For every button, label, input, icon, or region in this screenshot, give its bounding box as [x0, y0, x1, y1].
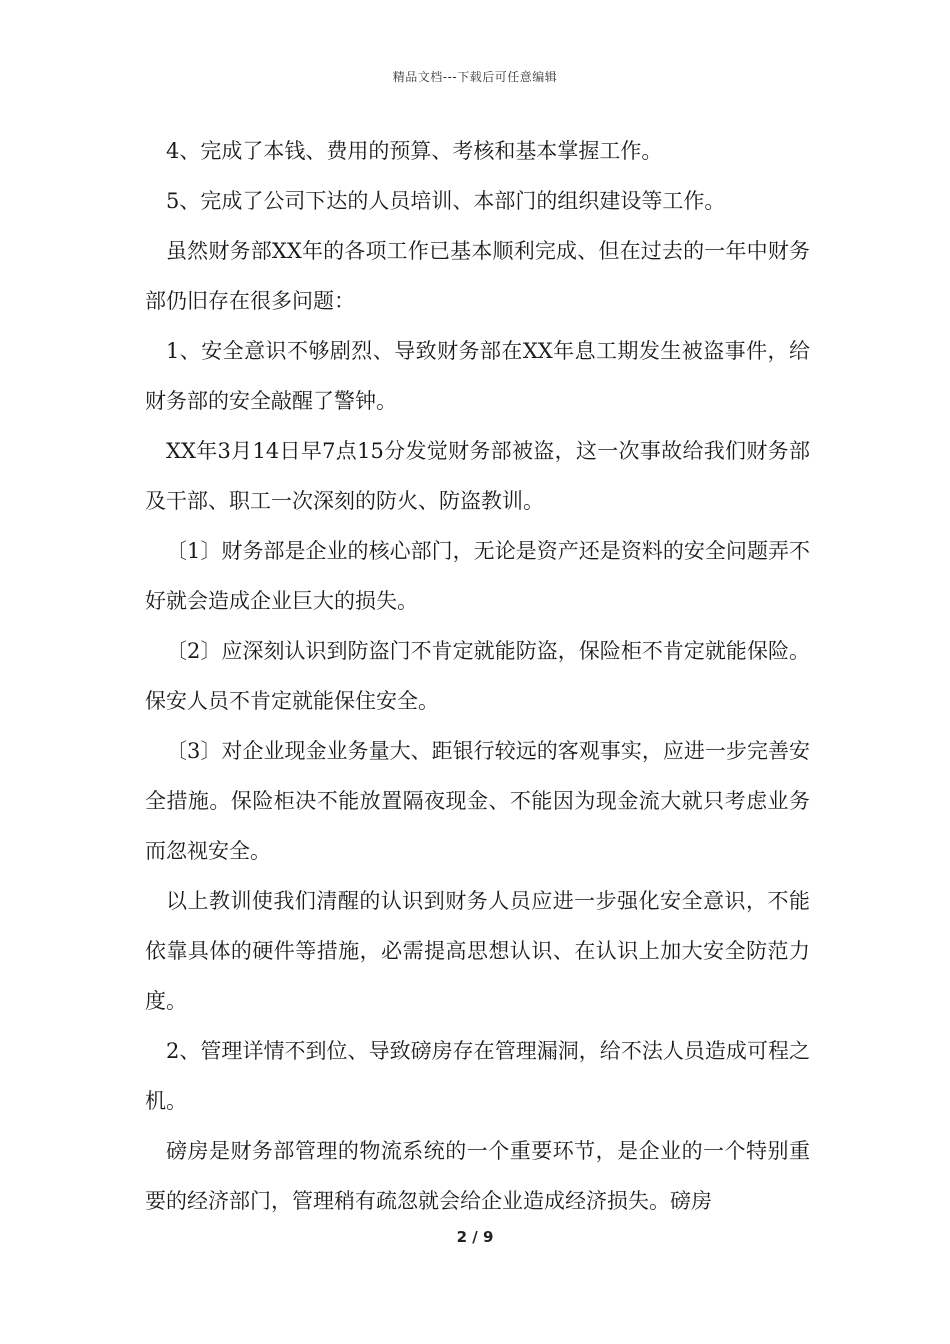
document-body [145, 126, 810, 1226]
paragraph: 〔3〕对企业现金业务量大、距银行较远的客观事实，应进一步完善安全措施。保险柜决不能放置隔夜现金、不能因为现金流大就只考虑业务而忽视安全。 [145, 739, 810, 863]
paragraph: 4、完成了本钱、费用的预算、考核和基本掌握工作。 [166, 139, 663, 163]
paragraph: 以上教训使我们清醒的认识到财务人员应进一步强化安全意识，不能依靠具体的硬件等措施，必需提高思想认识、在认识上加大安全防范力度。 [145, 889, 810, 1013]
paragraph: XX年3月14日早7点15分发觉财务部被盗，这一次事故给我们财务部及干部、职工一次深刻的防火、防盗教训。 [145, 439, 810, 513]
paragraph: 1、安全意识不够剧烈、导致财务部在XX年息工期发生被盗事件，给财务部的安全敲醒了警钟。 [145, 339, 810, 413]
paragraph: 5、完成了公司下达的人员培训、本部门的组织建设等工作。 [166, 189, 726, 213]
page-header: 精品文档---下载后可任意编辑 [392, 70, 558, 84]
paragraph: 〔1〕财务部是企业的核心部门，无论是资产还是资料的安全问题弄不好就会造成企业巨大的损失。 [145, 539, 810, 613]
paragraph: 虽然财务部XX年的各项工作已基本顺利完成、但在过去的一年中财务部仍旧存在很多问题： [145, 239, 810, 313]
page-number: 2 / 9 [456, 1228, 494, 1246]
paragraph: 磅房是财务部管理的物流系统的一个重要环节，是企业的一个特别重要的经济部门，管理稍有疏忽就会给企业造成经济损失。磅房 [145, 1139, 810, 1213]
paragraph: 〔2〕应深刻认识到防盗门不肯定就能防盗，保险柜不肯定就能保险。保安人员不肯定就能保住安全。 [145, 639, 810, 713]
paragraph: 2、管理详情不到位、导致磅房存在管理漏洞，给不法人员造成可程之机。 [145, 1039, 810, 1113]
